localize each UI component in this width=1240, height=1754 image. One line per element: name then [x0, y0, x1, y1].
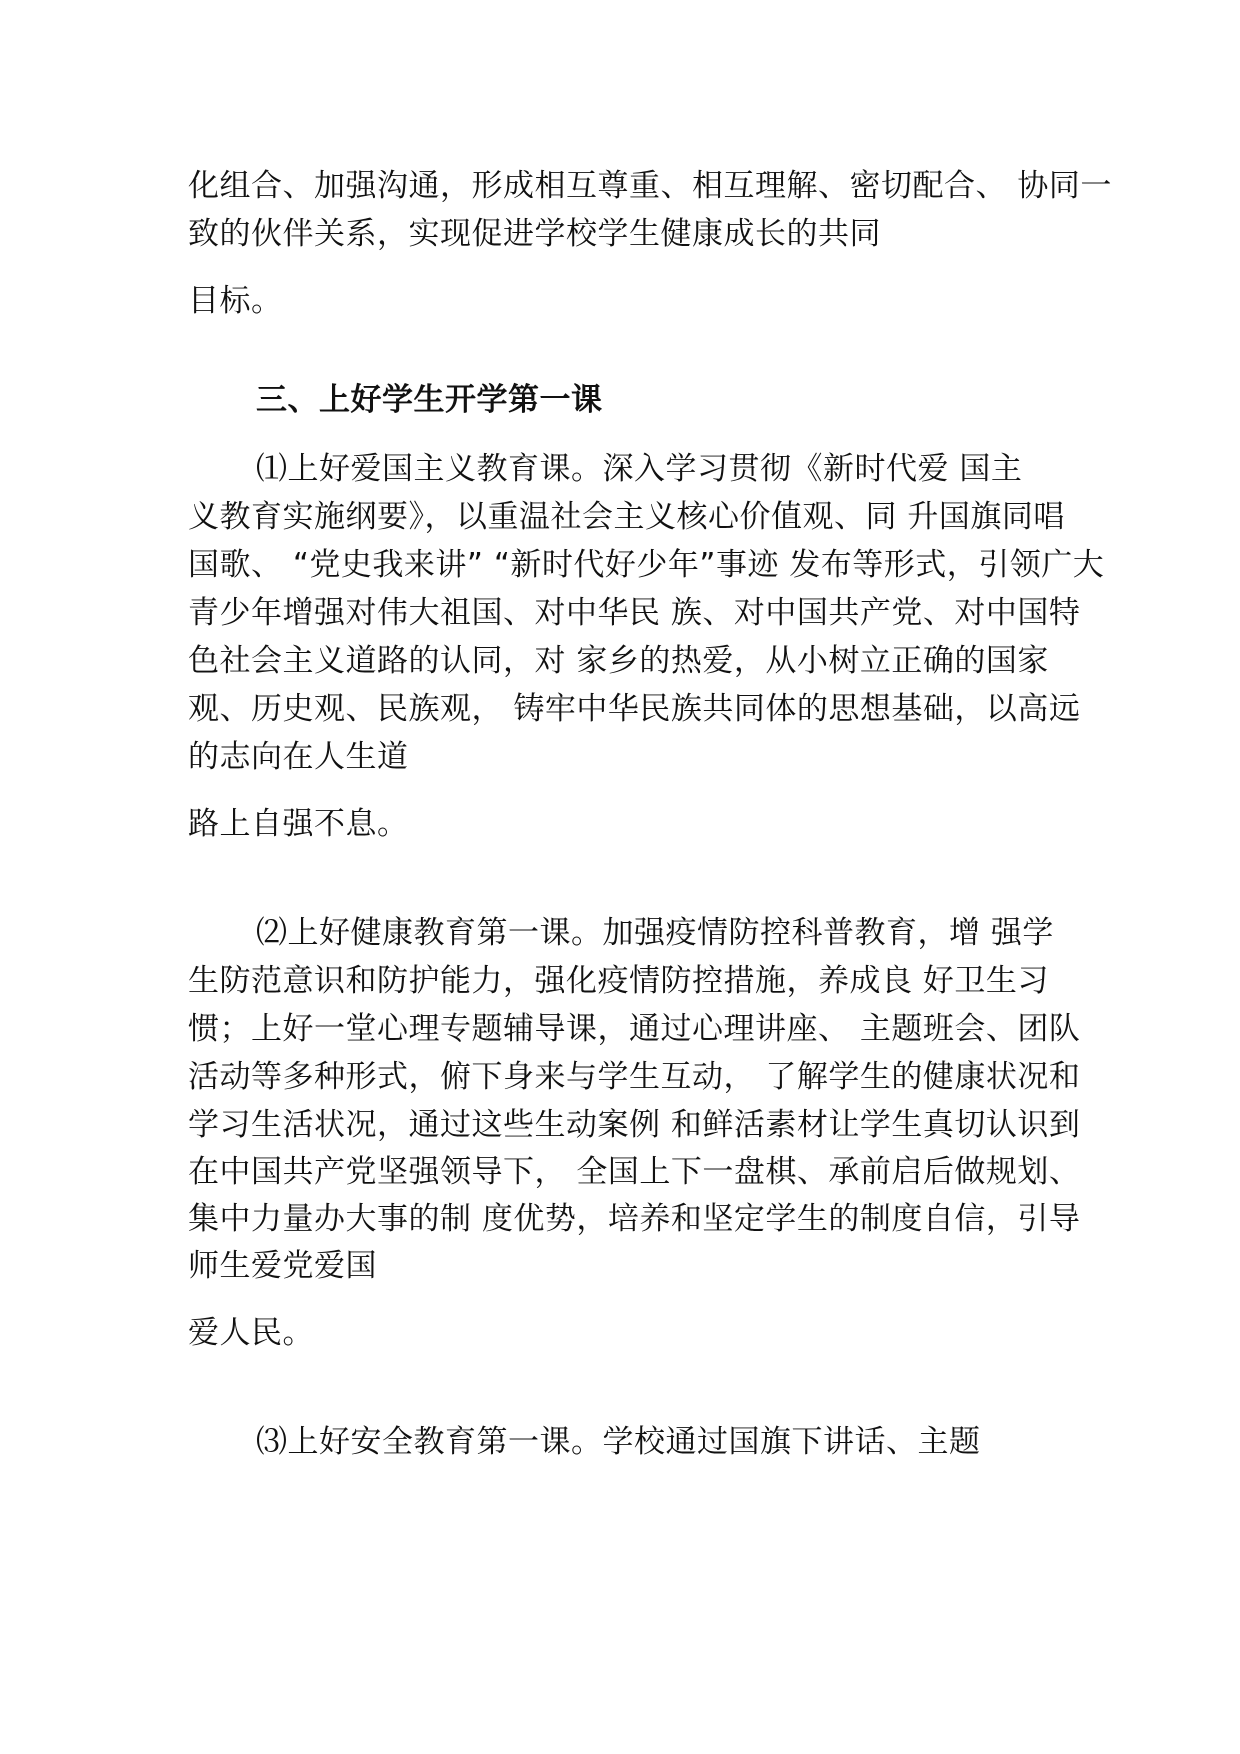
paragraph-1-line: 色社会主义道路的认同，对 家乡的热爱，从小树立正确的国家: [188, 643, 1049, 679]
paragraph-1-line: 路上自强不息。: [188, 806, 409, 842]
section-heading: 三、上好学生开学第一课: [256, 382, 603, 418]
paragraph-2-line: 爱人民。: [188, 1315, 314, 1351]
paragraph-1-line: 国歌、 “党史我来讲” “新时代好少年”事迹 发布等形式，引领广大: [188, 547, 1105, 583]
paragraph-2-line: 活动等多种形式，俯下身来与学生互动， 了解学生的健康状况和: [188, 1059, 1081, 1095]
text-line: 致的伙伴关系，实现促进学校学生健康成长的共同: [188, 216, 881, 252]
text-line: 化组合、加强沟通，形成相互尊重、相互理解、密切配合、 协同一: [188, 168, 1112, 204]
paragraph-1-line: 义教育实施纲要》，以重温社会主义核心价值观、同 升国旗同唱: [188, 499, 1065, 535]
paragraph-2-line: 生防范意识和防护能力，强化疫情防控措施，养成良 好卫生习: [188, 963, 1049, 999]
paragraph-2-line: 惯；上好一堂心理专题辅导课，通过心理讲座、 主题班会、团队: [188, 1011, 1081, 1047]
paragraph-2-line: 学习生活状况，通过这些生动案例 和鲜活素材让学生真切认识到: [188, 1107, 1081, 1143]
paragraph-3-line: ⑶上好安全教育第一课。学校通过国旗下讲话、主题: [256, 1424, 981, 1460]
text-line: 目标。: [188, 283, 283, 319]
paragraph-2-line: 师生爱党爱国: [188, 1248, 377, 1284]
paragraph-1-line: ⑴上好爱国主义教育课。深入学习贯彻《新时代爱 国主: [256, 451, 1023, 487]
paragraph-2-line: ⑵上好健康教育第一课。加强疫情防控科普教育，增 强学: [256, 915, 1054, 951]
paragraph-2-line: 在中国共产党坚强领导下， 全国上下一盘棋、承前启后做规划、: [188, 1154, 1081, 1190]
paragraph-1-line: 的志向在人生道: [188, 739, 409, 775]
paragraph-1-line: 青少年增强对伟大祖国、对中华民 族、对中国共产党、对中国特: [188, 595, 1081, 631]
paragraph-1-line: 观、历史观、民族观， 铸牢中华民族共同体的思想基础，以高远: [188, 691, 1081, 727]
paragraph-2-line: 集中力量办大事的制 度优势，培养和坚定学生的制度自信，引导: [188, 1201, 1081, 1237]
